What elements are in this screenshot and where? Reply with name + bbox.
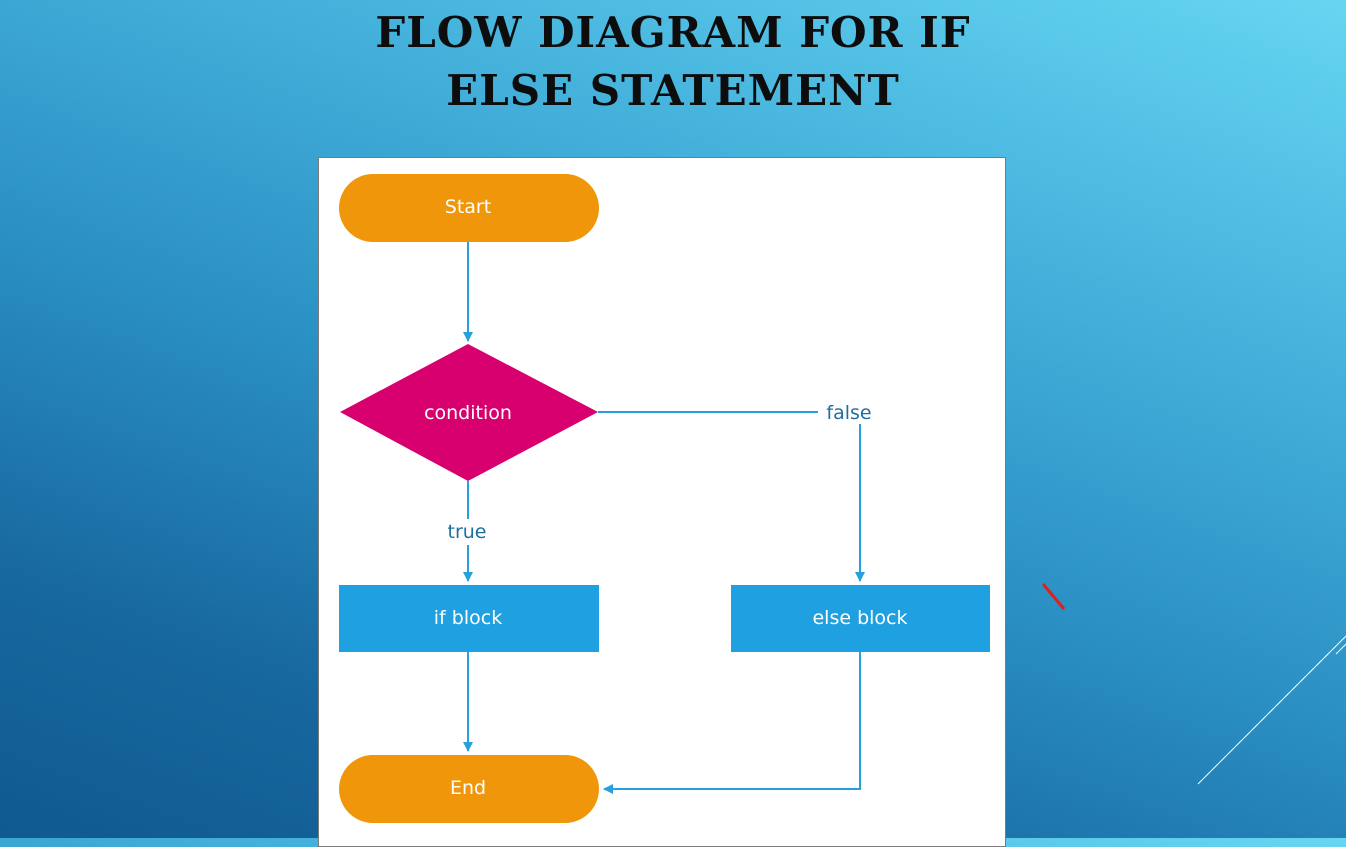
node-end [339, 755, 599, 823]
end-label: End [449, 777, 487, 799]
red-pen-mark [1043, 584, 1064, 609]
node-if-block [339, 585, 599, 652]
node-condition [340, 344, 598, 481]
else-block-label: else block [812, 607, 908, 629]
node-else-block [731, 585, 990, 652]
edge-condition-false [598, 402, 872, 581]
condition-label: condition [424, 402, 512, 424]
start-label: Start [444, 196, 492, 218]
decorative-diagonal-line-small [1336, 644, 1346, 654]
false-label: false [826, 402, 872, 424]
if-block-label: if block [433, 607, 503, 629]
edge-condition-true [448, 481, 487, 581]
node-start [339, 174, 599, 242]
title-line-2: ELSE STATEMENT [446, 66, 900, 115]
true-label: true [447, 521, 487, 543]
decorative-diagonal-line [1198, 636, 1346, 784]
edge-else-to-end [604, 652, 860, 789]
title-line-1: FLOW DIAGRAM FOR IF [375, 8, 971, 57]
